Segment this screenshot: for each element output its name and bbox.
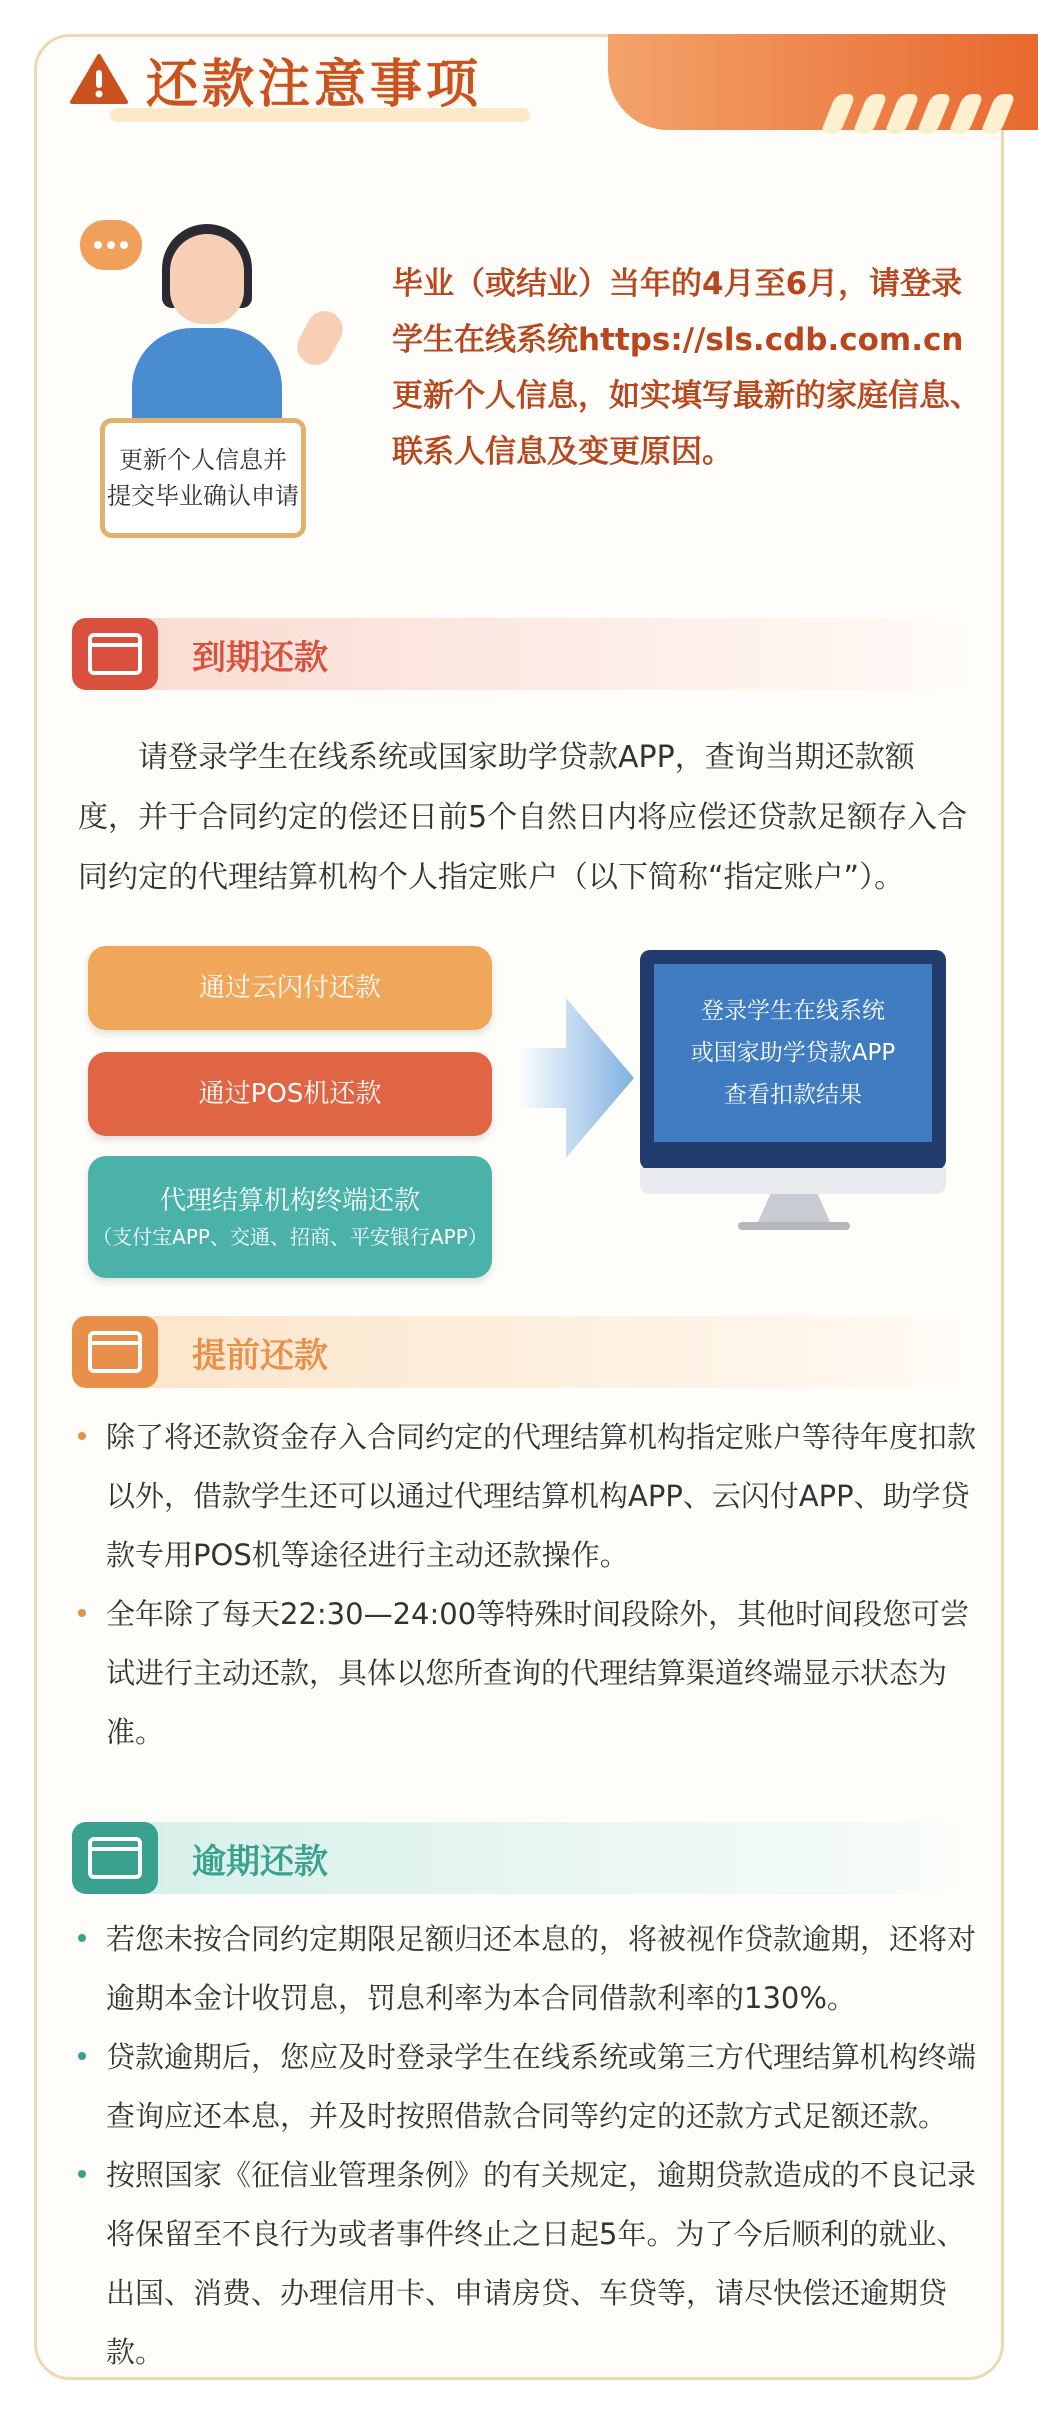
method-terminal-sublabel: （支付宝APP、交通、招商、平安银行APP） (92, 1225, 488, 1249)
method-terminal-button (88, 1156, 492, 1278)
section-header-due (72, 618, 972, 690)
overdue-bullet-list (78, 1910, 978, 2382)
screen-line: 或国家助学贷款APP (690, 1040, 896, 1066)
section-title-early: 提前还款 (192, 1336, 328, 1376)
support-agent-illustration (80, 200, 350, 520)
list-item (78, 1408, 978, 1585)
wallet-alert-icon (72, 1822, 158, 1894)
agent-caption-line: 提交毕业确认申请 (107, 482, 299, 510)
screen-line: 查看扣款结果 (724, 1082, 862, 1108)
method-unionpay-button: 通过云闪付还款 (88, 946, 492, 1030)
section-title-overdue: 逾期还款 (192, 1842, 328, 1882)
intro-text: 毕业（或结业）当年的4月至6月，请登录学生在线系统https://sls.cdb.com.cn更新个人信息，如实填写最新的家庭信息、联系人信息及变更原因。 (392, 266, 981, 470)
monitor-foot (738, 1222, 850, 1230)
page-title: 还款注意事项 (146, 54, 483, 115)
screen-line: 登录学生在线系统 (701, 998, 885, 1024)
wallet-icon (72, 618, 158, 690)
agent-caption (100, 418, 306, 538)
warning-icon (70, 53, 128, 105)
due-description: 请登录学生在线系统或国家助学贷款APP，查询当期还款额度，并于合同约定的偿还日前5个自然日内将应偿还贷款足额存入合同约定的代理结算机构个人指定账户（以下简称“指定账户”）。 (78, 740, 968, 895)
monitor-illustration (640, 950, 946, 1170)
section-header-early (72, 1316, 972, 1388)
early-bullet-list (78, 1408, 978, 1762)
list-item (78, 2028, 978, 2146)
right-arrow-icon (516, 998, 636, 1158)
bullet-text: 除了将还款资金存入合同约定的代理结算机构指定账户等待年度扣款以外，借款学生还可以通过代理结算机构APP、云闪付APP、助学贷款专用POS机等途径进行主动还款操作。 (106, 1420, 977, 1572)
bullet-text: 按照国家《征信业管理条例》的有关规定，逾期贷款造成的不良记录将保留至不良行为或者事件终止之日起5年。为了今后顺利的就业、出国、消费、办理信用卡、申请房贷、车贷等，请尽快偿还逾期贷款。 (106, 2158, 977, 2369)
wallet-clock-icon (72, 1316, 158, 1388)
section-header-overdue (72, 1822, 972, 1894)
list-item (78, 1910, 978, 2028)
chat-bubble-icon (80, 220, 142, 270)
method-pos-button: 通过POS机还款 (88, 1052, 492, 1136)
list-item (78, 2146, 978, 2382)
monitor-base (640, 1168, 946, 1194)
bullet-text: 若您未按合同约定期限足额归还本息的，将被视作贷款逾期，还将对逾期本金计收罚息，罚息利率为本合同借款利率的130%。 (106, 1922, 977, 2015)
bullet-text: 全年除了每天22:30—24:00等特殊时间段除外，其他时间段您可尝试进行主动还款，具体以您所查询的代理结算渠道终端显示状态为准。 (106, 1597, 970, 1749)
method-terminal-label: 代理结算机构终端还款 (159, 1186, 420, 1216)
section-title-due: 到期还款 (192, 638, 328, 678)
decorative-stripes (828, 94, 1008, 134)
agent-caption-line: 更新个人信息并 (119, 446, 287, 474)
bullet-text: 贷款逾期后，您应及时登录学生在线系统或第三方代理结算机构终端查询应还本息，并及时按照借款合同等约定的还款方式足额还款。 (106, 2040, 977, 2133)
monitor-screen (654, 964, 932, 1142)
page-header (70, 34, 482, 124)
list-item (78, 1585, 978, 1762)
header-band (608, 34, 1038, 130)
